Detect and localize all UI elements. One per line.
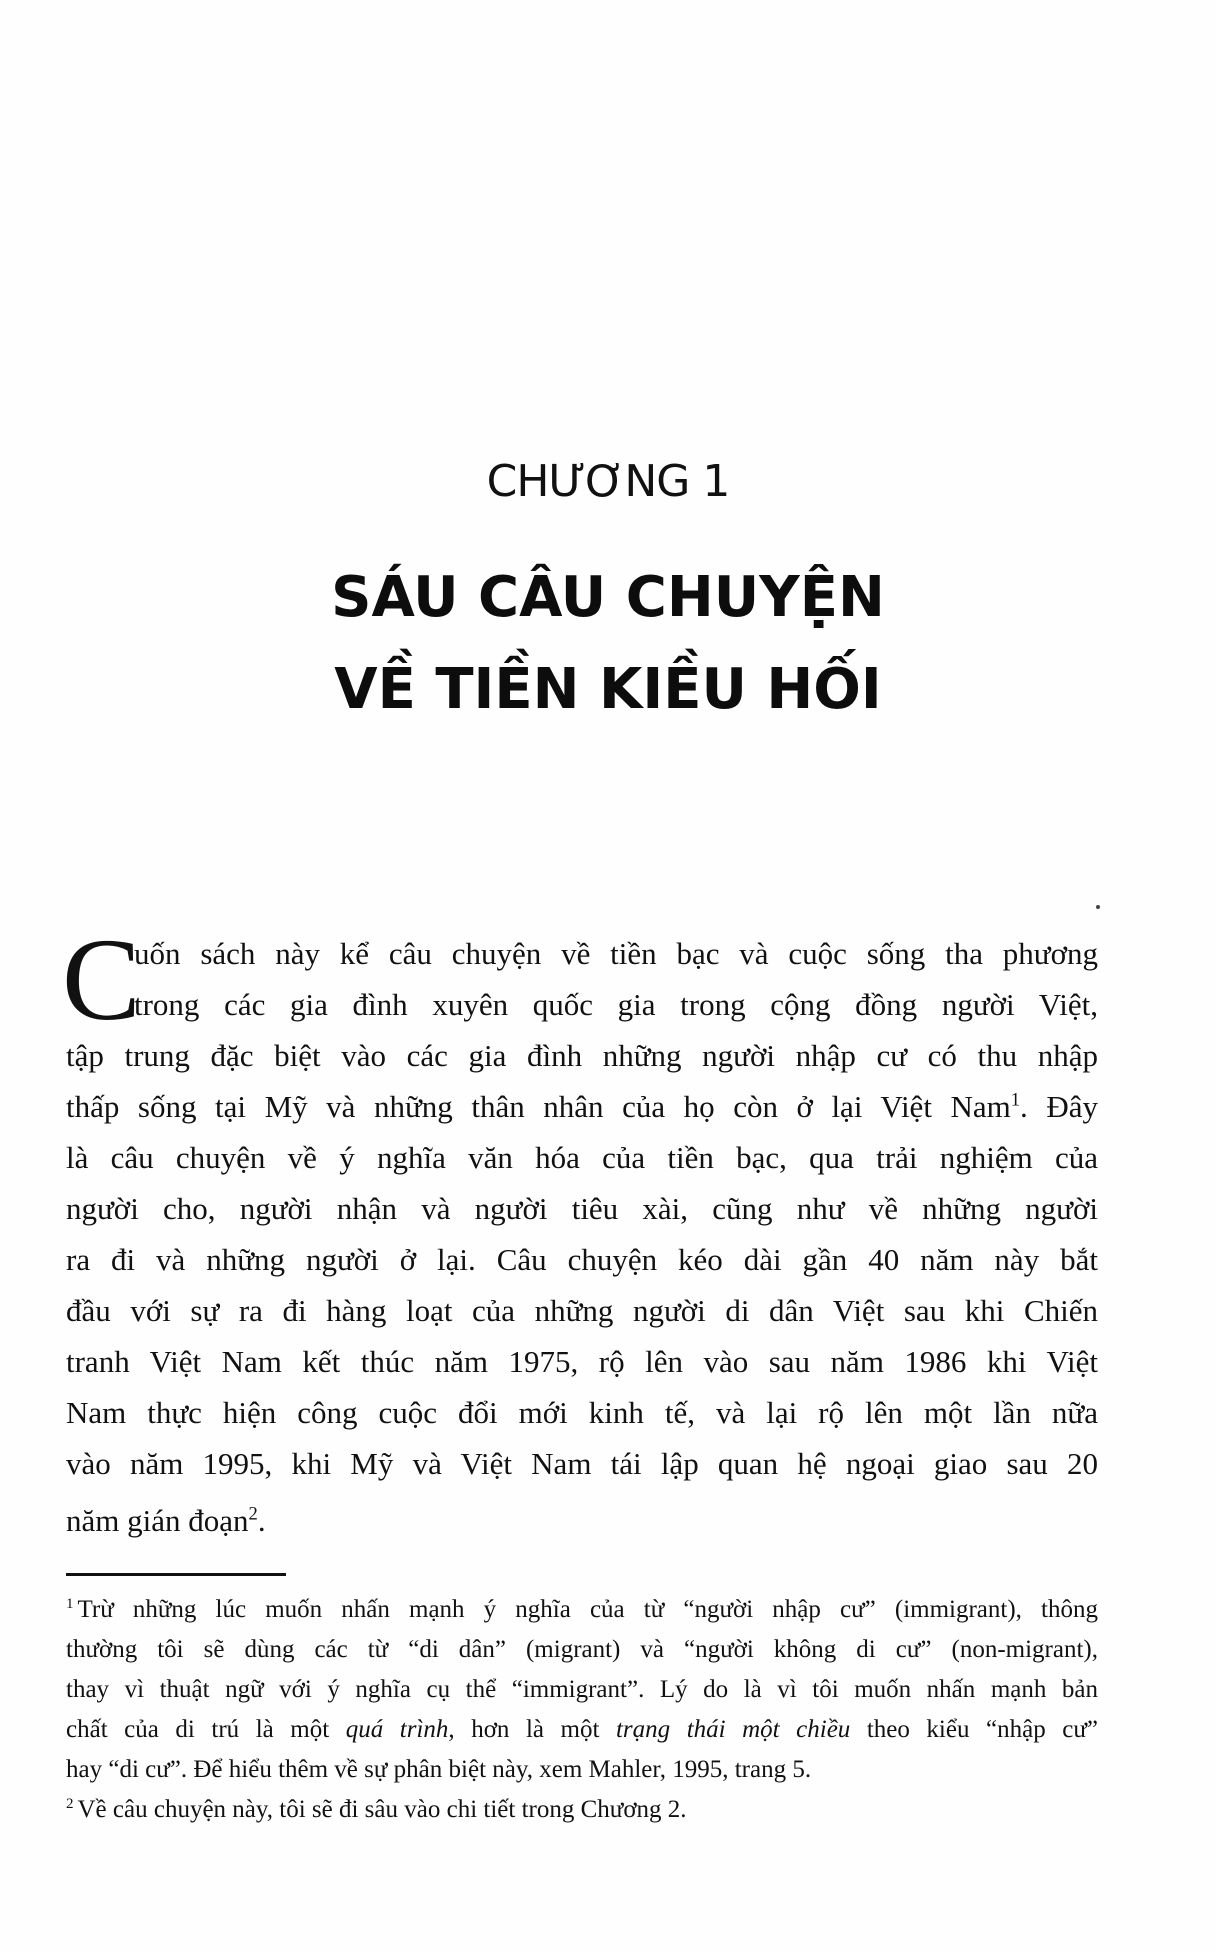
footnote-emphasis: trạng thái một chiều — [615, 1716, 851, 1743]
footnote-2-line — [66, 1790, 1098, 1830]
body-line — [66, 1081, 1098, 1132]
body-line: trong các gia đình xuyên quốc gia trong cộng đồng người Việt, — [134, 987, 1098, 1022]
footnote-number: 2 — [66, 1795, 74, 1812]
body-line: tranh Việt Nam kết thúc năm 1975, rộ lên vào sau năm 1986 khi Việt — [66, 1344, 1098, 1379]
body-line-tail: . Đây — [1020, 1089, 1098, 1124]
footnote-text: theo kiểu “nhập cư” — [850, 1716, 1098, 1743]
body-line: uốn sách này kể câu chuyện về tiền bạc và cuộc sống tha phương — [134, 936, 1098, 971]
chapter-title-line-2: VỀ TIỀN KIỀU HỐI — [334, 657, 882, 722]
footnotes — [66, 1590, 1098, 1830]
print-speck — [1096, 905, 1100, 909]
body-line: đầu với sự ra đi hàng loạt của những người di dân Việt sau khi Chiến — [66, 1293, 1098, 1328]
footnote-ref-1[interactable]: 1 — [1010, 1089, 1021, 1111]
footnote-text: chất của di trú là một — [66, 1716, 346, 1743]
footnote-1-line: hay “di cư”. Để hiểu thêm về sự phân biệt này, xem Mahler, 1995, trang 5. — [66, 1756, 812, 1783]
footnote-text: , hơn là một — [448, 1716, 616, 1743]
footnote-1-line: thay vì thuật ngữ với ý nghĩa cụ thể “immigrant”. Lý do là vì tôi muốn nhấn mạnh bản — [66, 1676, 1098, 1703]
footnote-1-line — [66, 1590, 1098, 1630]
footnote-number: 1 — [66, 1595, 74, 1612]
footnote-1-line: thường tôi sẽ dùng các từ “di dân” (migrant) và “người không di cư” (non-migrant), — [66, 1636, 1098, 1663]
footnote-emphasis: quá trình — [345, 1716, 449, 1743]
body-line: vào năm 1995, khi Mỹ và Việt Nam tái lập quan hệ ngoại giao sau 20 — [66, 1446, 1098, 1481]
chapter-title-line-1: SÁU CÂU CHUYỆN — [331, 565, 885, 630]
chapter-title — [0, 552, 1216, 736]
body-line: người cho, người nhận và người tiêu xài, cũng như về những người — [66, 1191, 1098, 1226]
body-paragraph — [66, 928, 1098, 1546]
body-line-text: thấp sống tại Mỹ và những thân nhân của họ còn ở lại Việt Nam — [66, 1089, 1011, 1124]
footnote-text: Trừ những lúc muốn nhấn mạnh ý nghĩa của từ “người nhập cư” (immigrant), thông — [77, 1596, 1098, 1623]
body-line — [66, 1495, 1098, 1546]
body-line: ra đi và những người ở lại. Câu chuyện kéo dài gần 40 năm này bắt — [66, 1242, 1098, 1277]
footnote-1-line — [66, 1710, 1098, 1750]
body-line: tập trung đặc biệt vào các gia đình những người nhập cư có thu nhập — [66, 1038, 1098, 1073]
footnote-divider — [66, 1573, 286, 1576]
body-line: là câu chuyện về ý nghĩa văn hóa của tiền bạc, qua trải nghiệm của — [66, 1140, 1098, 1175]
drop-cap: C — [62, 914, 141, 1045]
footnote-text: Về câu chuyện này, tôi sẽ đi sâu vào chi tiết trong Chương 2. — [77, 1796, 687, 1823]
body-line-text: năm gián đoạn — [66, 1503, 249, 1538]
body-line-tail: . — [257, 1503, 266, 1538]
footnote-ref-2[interactable]: 2 — [248, 1503, 258, 1525]
chapter-label: CHƯƠNG 1 — [486, 456, 730, 507]
body-line: Nam thực hiện công cuộc đổi mới kinh tế, và lại rộ lên một lần nữa — [66, 1395, 1098, 1430]
